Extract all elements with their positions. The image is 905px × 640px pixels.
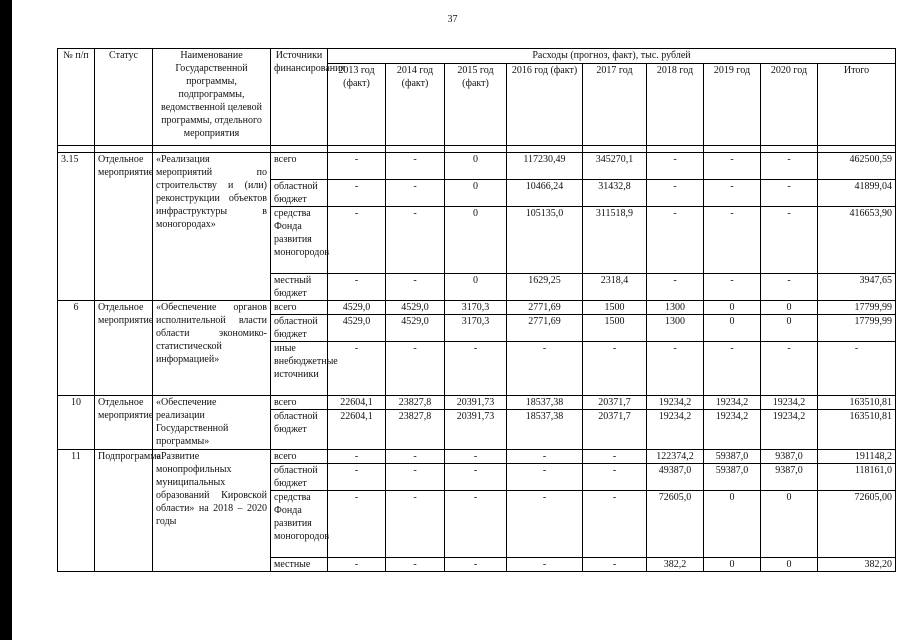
value-cell: - <box>445 464 507 491</box>
value-cell: 59387,0 <box>704 464 761 491</box>
row-source: областной бюджет <box>271 315 328 342</box>
value-cell: - <box>328 491 386 558</box>
value-cell: - <box>507 491 583 558</box>
header-expenses: Расходы (прогноз, факт), тыс. рублей <box>328 49 896 64</box>
value-cell: 163510,81 <box>818 410 896 450</box>
value-cell: 3947,65 <box>818 274 896 301</box>
row-status: Отдельное мероприятие <box>95 153 153 301</box>
value-cell: 382,2 <box>647 558 704 572</box>
value-cell: - <box>704 274 761 301</box>
value-cell: - <box>761 180 818 207</box>
value-cell: 1629,25 <box>507 274 583 301</box>
row-status: Подпрограмма <box>95 450 153 572</box>
value-cell: 9387,0 <box>761 464 818 491</box>
value-cell: 20391,73 <box>445 396 507 410</box>
value-cell: 20371,7 <box>583 396 647 410</box>
row-source: областной бюджет <box>271 464 328 491</box>
value-cell: 20391,73 <box>445 410 507 450</box>
value-cell: 10466,24 <box>507 180 583 207</box>
value-cell: 4529,0 <box>328 315 386 342</box>
value-cell: - <box>647 342 704 396</box>
header-status: Статус <box>95 49 153 146</box>
value-cell: - <box>761 274 818 301</box>
value-cell: - <box>386 274 445 301</box>
value-cell: 2318,4 <box>583 274 647 301</box>
row-name: «Реализация мероприятий по строительству и (или) реконструкции объектов инфраструктуры в моногородах» <box>153 153 271 301</box>
row-source: всего <box>271 153 328 180</box>
value-cell: - <box>328 558 386 572</box>
header-year: 2015 год (факт) <box>445 64 507 146</box>
value-cell: - <box>328 274 386 301</box>
value-cell: 1300 <box>647 315 704 342</box>
value-cell: - <box>445 491 507 558</box>
value-cell: 19234,2 <box>647 410 704 450</box>
value-cell: 0 <box>445 274 507 301</box>
value-cell: - <box>507 558 583 572</box>
row-source: средства Фонда развития моногородов <box>271 491 328 558</box>
value-cell: 0 <box>704 301 761 315</box>
row-source: всего <box>271 396 328 410</box>
value-cell: 118161,0 <box>818 464 896 491</box>
value-cell: 3170,3 <box>445 301 507 315</box>
header-year: 2020 год <box>761 64 818 146</box>
value-cell: 19234,2 <box>704 396 761 410</box>
header-year: 2014 год (факт) <box>386 64 445 146</box>
value-cell: 117230,49 <box>507 153 583 180</box>
value-cell: 122374,2 <box>647 450 704 464</box>
value-cell: 19234,2 <box>761 410 818 450</box>
value-cell: - <box>445 558 507 572</box>
value-cell: 22604,1 <box>328 396 386 410</box>
value-cell: 462500,59 <box>818 153 896 180</box>
value-cell: 2771,69 <box>507 301 583 315</box>
value-cell: 163510,81 <box>818 396 896 410</box>
value-cell: 41899,04 <box>818 180 896 207</box>
row-source: местный бюджет <box>271 274 328 301</box>
value-cell: - <box>386 491 445 558</box>
value-cell: 22604,1 <box>328 410 386 450</box>
value-cell: 1500 <box>583 301 647 315</box>
value-cell: 0 <box>761 491 818 558</box>
table-row <box>58 301 896 315</box>
value-cell: - <box>507 464 583 491</box>
value-cell: 0 <box>445 180 507 207</box>
row-source: областной бюджет <box>271 410 328 450</box>
value-cell: 18537,38 <box>507 410 583 450</box>
header-name: Наименование Государственной программы, подпрограммы, ведомственной целевой программы, отдельного мероприятия <box>153 49 271 146</box>
row-name: «Развитие монопрофильных муниципальных образований Кировской области» на 2018 – 2020 годы <box>153 450 271 572</box>
value-cell: 31432,8 <box>583 180 647 207</box>
value-cell: - <box>583 342 647 396</box>
value-cell: - <box>328 153 386 180</box>
table-row <box>58 153 896 180</box>
value-cell: 345270,1 <box>583 153 647 180</box>
value-cell: 191148,2 <box>818 450 896 464</box>
header-row <box>58 49 896 64</box>
value-cell: 416653,90 <box>818 207 896 274</box>
value-cell: 20371,7 <box>583 410 647 450</box>
value-cell: - <box>328 464 386 491</box>
value-cell: - <box>583 450 647 464</box>
value-cell: 2771,69 <box>507 315 583 342</box>
value-cell: 9387,0 <box>761 450 818 464</box>
value-cell: 19234,2 <box>647 396 704 410</box>
value-cell: 49387,0 <box>647 464 704 491</box>
value-cell: 0 <box>761 315 818 342</box>
value-cell: - <box>386 207 445 274</box>
row-status: Отдельное мероприятие <box>95 301 153 396</box>
value-cell: - <box>507 342 583 396</box>
value-cell: 4529,0 <box>386 315 445 342</box>
row-number: 3.15 <box>58 153 95 301</box>
value-cell: - <box>386 342 445 396</box>
value-cell: 311518,9 <box>583 207 647 274</box>
value-cell: - <box>647 274 704 301</box>
value-cell: 18537,38 <box>507 396 583 410</box>
value-cell: 3170,3 <box>445 315 507 342</box>
value-cell: - <box>386 153 445 180</box>
value-cell: - <box>328 207 386 274</box>
value-cell: - <box>704 153 761 180</box>
value-cell: - <box>386 464 445 491</box>
value-cell: 17799,99 <box>818 315 896 342</box>
value-cell: 1300 <box>647 301 704 315</box>
row-number: 11 <box>58 450 95 572</box>
value-cell: - <box>704 207 761 274</box>
row-source: всего <box>271 301 328 315</box>
scan-edge <box>0 0 12 640</box>
value-cell: 1500 <box>583 315 647 342</box>
value-cell: 23827,8 <box>386 410 445 450</box>
value-cell: 0 <box>761 558 818 572</box>
value-cell: - <box>647 153 704 180</box>
spacer-row <box>58 146 896 153</box>
value-cell: - <box>583 464 647 491</box>
header-num: № п/п <box>58 49 95 146</box>
value-cell: - <box>583 558 647 572</box>
row-source: областной бюджет <box>271 180 328 207</box>
value-cell: 17799,99 <box>818 301 896 315</box>
row-source: местные <box>271 558 328 572</box>
value-cell: - <box>386 180 445 207</box>
value-cell: 72605,00 <box>818 491 896 558</box>
row-number: 10 <box>58 396 95 450</box>
value-cell: - <box>818 342 896 396</box>
value-cell: - <box>761 153 818 180</box>
value-cell: - <box>328 342 386 396</box>
table-row <box>58 450 896 464</box>
value-cell: - <box>647 207 704 274</box>
value-cell: - <box>386 450 445 464</box>
header-year: 2019 год <box>704 64 761 146</box>
header-year: 2013 год (факт) <box>328 64 386 146</box>
value-cell: 19234,2 <box>761 396 818 410</box>
value-cell: 0 <box>445 207 507 274</box>
value-cell: 19234,2 <box>704 410 761 450</box>
value-cell: - <box>647 180 704 207</box>
value-cell: 0 <box>704 558 761 572</box>
value-cell: 0 <box>445 153 507 180</box>
page-number: 37 <box>447 14 458 25</box>
value-cell: 0 <box>704 315 761 342</box>
value-cell: - <box>328 180 386 207</box>
value-cell: 23827,8 <box>386 396 445 410</box>
value-cell: 382,20 <box>818 558 896 572</box>
row-source: всего <box>271 450 328 464</box>
header-source: Источники финансирования <box>271 49 328 146</box>
value-cell: 0 <box>704 491 761 558</box>
value-cell: - <box>704 342 761 396</box>
value-cell: - <box>445 342 507 396</box>
value-cell: - <box>445 450 507 464</box>
value-cell: - <box>507 450 583 464</box>
value-cell: 0 <box>761 301 818 315</box>
value-cell: - <box>583 491 647 558</box>
value-cell: - <box>328 450 386 464</box>
value-cell: - <box>761 342 818 396</box>
table-row <box>58 396 896 410</box>
row-name: «Обеспечение реализации Государственной программы» <box>153 396 271 450</box>
header-year: 2018 год <box>647 64 704 146</box>
value-cell: 72605,0 <box>647 491 704 558</box>
header-year: 2017 год <box>583 64 647 146</box>
row-number: 6 <box>58 301 95 396</box>
value-cell: 105135,0 <box>507 207 583 274</box>
header-year: Итого <box>818 64 896 146</box>
value-cell: - <box>704 180 761 207</box>
value-cell: 4529,0 <box>328 301 386 315</box>
value-cell: - <box>761 207 818 274</box>
value-cell: 59387,0 <box>704 450 761 464</box>
value-cell: - <box>386 558 445 572</box>
row-source: иные внебюджетные источники <box>271 342 328 396</box>
row-name: «Обеспечение органов исполнительной власти области экономико-статистической информацией» <box>153 301 271 396</box>
value-cell: 4529,0 <box>386 301 445 315</box>
header-year: 2016 год (факт) <box>507 64 583 146</box>
row-source: средства Фонда развития моногородов <box>271 207 328 274</box>
budget-table <box>57 48 896 572</box>
row-status: Отдельное мероприятие <box>95 396 153 450</box>
